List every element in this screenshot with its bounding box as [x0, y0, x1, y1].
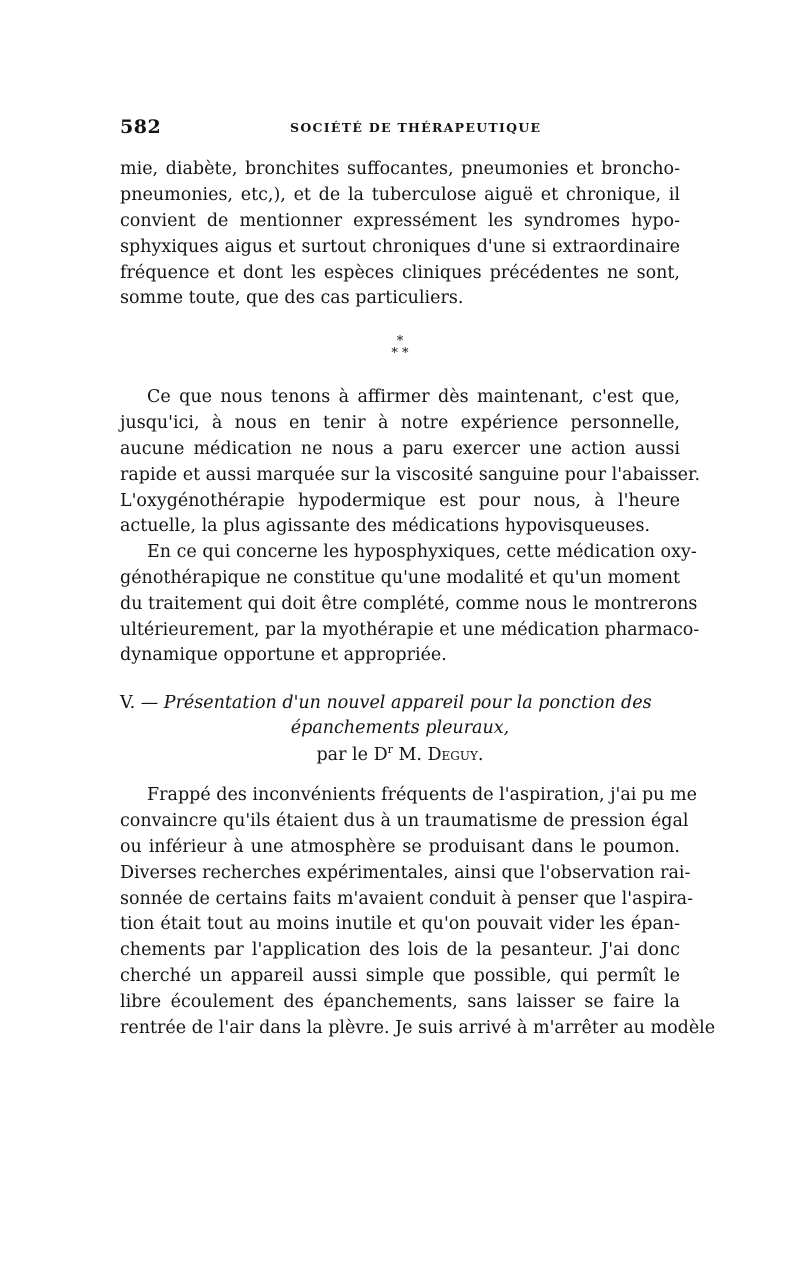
author-initial: M.	[398, 745, 422, 765]
asterism-top: *	[396, 334, 404, 349]
section-title-line1: Présentation d'un nouvel appareil pour la ponction des	[163, 693, 652, 713]
text-line: somme toute, que des cas particuliers.	[120, 288, 464, 308]
text-line: fréquence et dont les espèces cliniques précédentes ne sont,	[120, 263, 680, 283]
text-line: L'oxygénothérapie hypodermique est pour nous, à l'heure	[120, 491, 680, 511]
text-line: sonnée de certains faits m'avaient conduit à penser que l'aspira-	[120, 889, 694, 909]
text-line: rentrée de l'air dans la plèvre. Je suis arrivé à m'arrêter au modèle	[120, 1018, 716, 1038]
text-line: libre écoulement des épanchements, sans laisser se faire la	[120, 992, 680, 1012]
text-line: mie, diabète, bronchites suffocantes, pneumonies et broncho-	[120, 159, 680, 179]
text-line: aucune médication ne nous a paru exercer une action aussi	[120, 439, 680, 459]
author-title-sup: r	[387, 743, 393, 757]
author-prefix: par le D	[316, 745, 388, 765]
text-line: chements par l'application des lois de la pesanteur. J'ai donc	[120, 940, 680, 960]
asterism-bottom: * *	[391, 346, 409, 361]
text-line: du traitement qui doit être complété, comme nous le montrerons	[120, 594, 698, 614]
text-line: tion était tout au moins inutile et qu'on pouvait vider les épan-	[120, 914, 680, 934]
running-head: SOCIÉTÉ DE THÉRAPEUTIQUE	[290, 120, 542, 135]
text-line: rapide et aussi marquée sur la viscosité sanguine pour l'abaisser.	[120, 465, 701, 485]
text-line: Ce que nous tenons à affirmer dès maintenant, c'est que,	[147, 387, 680, 407]
section-author	[0, 742, 800, 768]
text-line: pneumonies, etc,), et de la tuberculose aiguë et chronique, il	[120, 185, 680, 205]
page-number: 582	[120, 116, 162, 138]
author-name: Deguy.	[427, 745, 484, 765]
text-line: cherché un appareil aussi simple que possible, qui permît le	[120, 966, 680, 986]
text-line: sphyxiques aigus et surtout chroniques d'une si extraordinaire	[120, 237, 680, 257]
text-line: génothérapique ne constitue qu'une modalité et qu'un moment	[120, 568, 681, 588]
text-line: jusqu'ici, à nous en tenir à notre expérience personnelle,	[120, 413, 680, 433]
text-line: Diverses recherches expérimentales, ainsi que l'observation rai-	[120, 863, 691, 883]
section-title-line2: épanchements pleuraux,	[290, 718, 510, 738]
section-heading	[120, 690, 680, 716]
text-line: convaincre qu'ils étaient dus à un traumatisme de pression égal	[120, 811, 689, 831]
text-line: En ce qui concerne les hyposphyxiques, cette médication oxy-	[147, 542, 697, 562]
section-number: V. —	[120, 693, 159, 713]
text-line: Frappé des inconvénients fréquents de l'aspiration, j'ai pu me	[147, 785, 697, 805]
text-line: dynamique opportune et appropriée.	[120, 645, 447, 665]
page-header	[120, 116, 680, 140]
text-line: ou inférieur à une atmosphère se produisant dans le poumon.	[120, 837, 680, 857]
text-line: ultérieurement, par la myothérapie et une médication pharmaco-	[120, 620, 700, 640]
text-line: actuelle, la plus agissante des médications hypovisqueuses.	[120, 516, 651, 536]
text-line: convient de mentionner expressément les syndromes hypo-	[120, 211, 680, 231]
